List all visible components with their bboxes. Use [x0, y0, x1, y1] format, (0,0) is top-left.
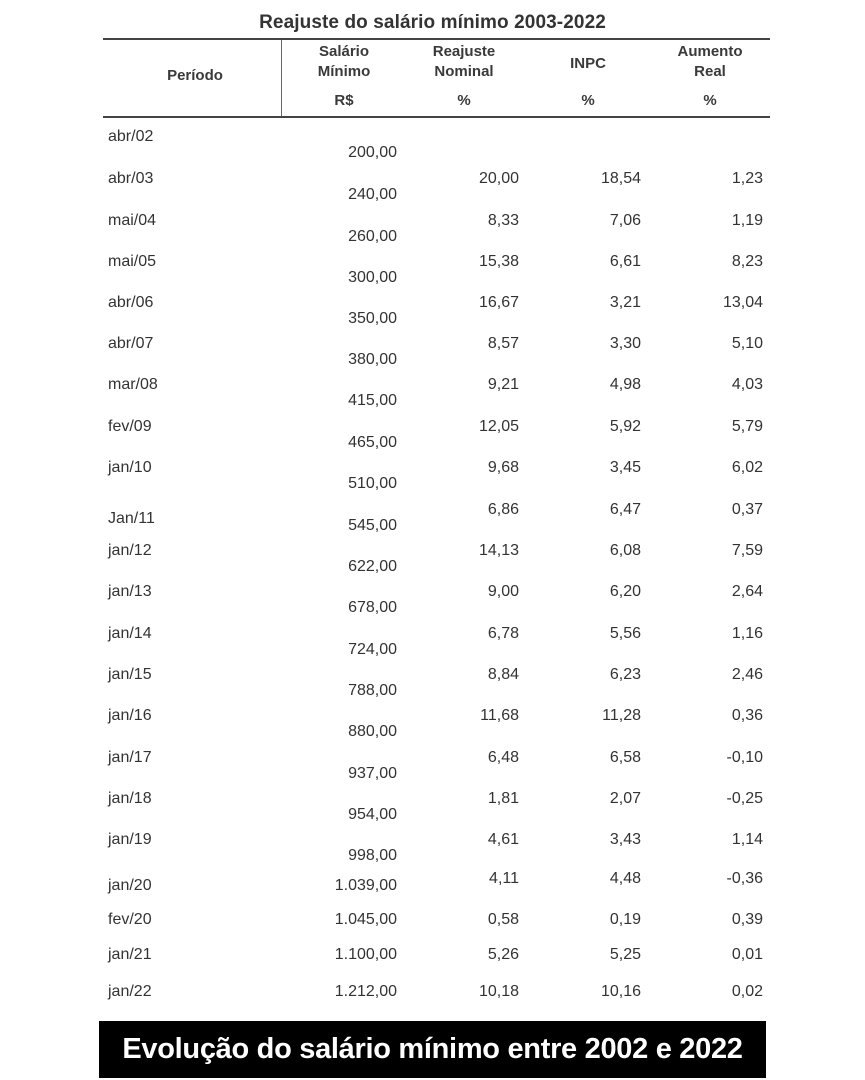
cell-nominal: 6,78	[487, 625, 519, 642]
cell-nominal: 9,68	[487, 459, 519, 476]
cell-salario: 415,00	[348, 392, 397, 409]
cell-periodo: mar/08	[108, 376, 158, 393]
cell-real: 8,23	[731, 253, 763, 270]
table-row	[0, 707, 865, 751]
cell-nominal: 8,33	[487, 212, 519, 229]
cell-salario: 510,00	[348, 475, 397, 492]
cell-nominal: 9,00	[487, 583, 519, 600]
cell-periodo: fev/20	[108, 911, 152, 928]
table-row	[0, 170, 865, 214]
cell-nominal: 1,81	[487, 790, 519, 807]
header-nominal-line1: Reajuste	[432, 43, 496, 60]
cell-nominal: 15,38	[478, 253, 519, 270]
cell-periodo: jan/18	[108, 790, 152, 807]
cell-real: 1,16	[731, 625, 763, 642]
cell-periodo: fev/09	[108, 418, 152, 435]
cell-inpc: 5,25	[609, 946, 641, 963]
caption-banner: Evolução do salário mínimo entre 2002 e 2022	[99, 1021, 766, 1078]
table-row	[0, 625, 865, 669]
cell-salario: 724,00	[348, 641, 397, 658]
header-inpc-unit: %	[581, 92, 595, 109]
cell-inpc: 6,20	[609, 583, 641, 600]
cell-salario: 1.100,00	[334, 946, 397, 963]
cell-periodo: jan/16	[108, 707, 152, 724]
cell-real: 0,37	[731, 501, 763, 518]
cell-salario: 350,00	[348, 310, 397, 327]
cell-salario: 880,00	[348, 723, 397, 740]
cell-inpc: 5,56	[609, 625, 641, 642]
cell-inpc: 3,21	[609, 294, 641, 311]
cell-nominal: 9,21	[487, 376, 519, 393]
cell-salario: 1.212,00	[334, 983, 397, 1000]
cell-inpc: 3,45	[609, 459, 641, 476]
cell-salario: 954,00	[348, 806, 397, 823]
cell-nominal: 16,67	[478, 294, 519, 311]
header-nominal-unit: %	[457, 92, 471, 109]
cell-salario: 465,00	[348, 434, 397, 451]
cell-inpc: 7,06	[609, 212, 641, 229]
table-row	[0, 790, 865, 834]
cell-nominal: 6,48	[487, 749, 519, 766]
header-real-unit: %	[703, 92, 717, 109]
header-real-line1: Aumento	[677, 43, 743, 60]
cell-real: 2,64	[731, 583, 763, 600]
table-row	[0, 418, 865, 462]
cell-nominal: 8,84	[487, 666, 519, 683]
header-nominal-line2: Nominal	[434, 63, 494, 80]
header-salario-unit: R$	[334, 92, 354, 109]
cell-periodo: jan/19	[108, 831, 152, 848]
table-row	[0, 870, 865, 914]
table-row	[0, 212, 865, 256]
cell-salario: 678,00	[348, 599, 397, 616]
table-row	[0, 831, 865, 875]
cell-real: 4,03	[731, 376, 763, 393]
cell-periodo: abr/03	[108, 170, 154, 187]
cell-real: 0,02	[731, 983, 763, 1000]
cell-periodo: jan/22	[108, 983, 152, 1000]
cell-real: 5,10	[731, 335, 763, 352]
cell-nominal: 12,05	[478, 418, 519, 435]
cell-periodo: jan/15	[108, 666, 152, 683]
cell-salario: 380,00	[348, 351, 397, 368]
table-row	[0, 335, 865, 379]
cell-real: 1,14	[731, 831, 763, 848]
cell-salario: 240,00	[348, 186, 397, 203]
table-row	[0, 501, 865, 545]
cell-periodo: Jan/11	[108, 510, 155, 527]
cell-periodo: mai/04	[108, 212, 157, 229]
cell-inpc: 2,07	[609, 790, 641, 807]
cell-real: 5,79	[731, 418, 763, 435]
header-salario-line1: Salário	[318, 43, 370, 60]
cell-inpc: 6,58	[609, 749, 641, 766]
cell-nominal: 20,00	[478, 170, 519, 187]
table-row	[0, 376, 865, 420]
table-row	[0, 459, 865, 503]
cell-salario: 260,00	[348, 228, 397, 245]
cell-real: -0,25	[726, 790, 763, 807]
cell-salario: 300,00	[348, 269, 397, 286]
cell-nominal: 5,26	[487, 946, 519, 963]
header-real-line2: Real	[694, 63, 726, 80]
cell-periodo: abr/02	[108, 128, 154, 145]
cell-nominal: 4,11	[489, 870, 519, 887]
cell-periodo: jan/12	[108, 542, 152, 559]
cell-inpc: 3,43	[609, 831, 641, 848]
cell-inpc: 11,28	[602, 707, 641, 724]
cell-real: 0,39	[731, 911, 763, 928]
cell-real: 6,02	[731, 459, 763, 476]
cell-real: 2,46	[731, 666, 763, 683]
cell-salario: 622,00	[348, 558, 397, 575]
cell-inpc: 4,48	[609, 870, 641, 887]
cell-inpc: 10,16	[600, 983, 641, 1000]
table-row	[0, 253, 865, 297]
header-inpc: INPC	[570, 55, 606, 72]
cell-inpc: 3,30	[609, 335, 641, 352]
cell-inpc: 5,92	[609, 418, 641, 435]
cell-salario: 1.045,00	[334, 911, 397, 928]
table-row	[0, 583, 865, 627]
cell-nominal: 0,58	[487, 911, 519, 928]
cell-periodo: jan/17	[108, 749, 152, 766]
header-salario-line2: Mínimo	[317, 63, 371, 80]
cell-periodo: jan/14	[108, 625, 152, 642]
table-title: Reajuste do salário mínimo 2003-2022	[259, 12, 606, 33]
cell-salario: 200,00	[348, 144, 397, 161]
cell-salario: 788,00	[348, 682, 397, 699]
table-row	[0, 666, 865, 710]
cell-real: 7,59	[731, 542, 763, 559]
cell-nominal: 10,18	[478, 983, 519, 1000]
cell-salario: 545,00	[348, 517, 397, 534]
cell-salario: 1.039,00	[334, 877, 397, 894]
cell-real: 0,01	[731, 946, 763, 963]
table-row	[0, 294, 865, 338]
cell-nominal: 4,61	[487, 831, 519, 848]
cell-periodo: mai/05	[108, 253, 157, 270]
header-periodo: Período	[167, 67, 223, 84]
cell-inpc: 0,19	[609, 911, 641, 928]
cell-nominal: 14,13	[478, 542, 519, 559]
cell-salario: 937,00	[348, 765, 397, 782]
cell-salario: 998,00	[348, 847, 397, 864]
cell-real: 1,19	[731, 212, 763, 229]
cell-real: 1,23	[731, 170, 763, 187]
cell-real: -0,36	[726, 870, 763, 887]
cell-inpc: 6,08	[609, 542, 641, 559]
cell-inpc: 6,23	[609, 666, 641, 683]
cell-inpc: 4,98	[609, 376, 641, 393]
cell-periodo: jan/21	[108, 946, 152, 963]
cell-periodo: abr/07	[108, 335, 154, 352]
cell-nominal: 11,68	[480, 707, 519, 724]
cell-nominal: 8,57	[487, 335, 519, 352]
cell-periodo: jan/20	[108, 877, 152, 894]
cell-inpc: 18,54	[600, 170, 641, 187]
cell-inpc: 6,61	[609, 253, 641, 270]
cell-real: 13,04	[722, 294, 763, 311]
table-row	[0, 542, 865, 586]
cell-periodo: jan/10	[108, 459, 152, 476]
table-row	[0, 128, 865, 172]
table-row	[0, 749, 865, 793]
cell-periodo: jan/13	[108, 583, 152, 600]
cell-periodo: abr/06	[108, 294, 154, 311]
cell-inpc: 6,47	[609, 501, 641, 518]
cell-nominal: 6,86	[487, 501, 519, 518]
cell-real: 0,36	[731, 707, 763, 724]
cell-real: -0,10	[726, 749, 763, 766]
